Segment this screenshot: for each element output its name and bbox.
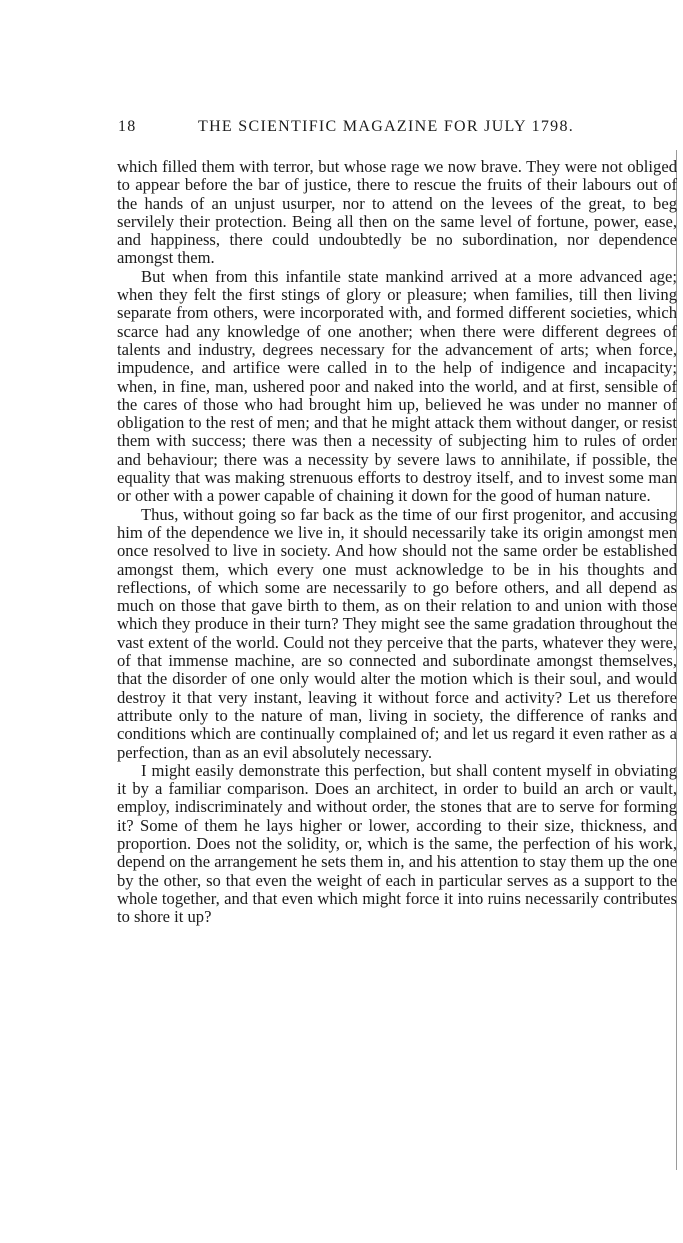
- paragraph-continuation: which filled them with terror, but whose rage we now brave. They were not obliged to appear before the bar of justice, there to rescue the fruits of their labours out of the hands of an unjust usurper, nor to attend on the levees of the great, to beg servilely their protection. Being all then on the same level of fortune, power, ease, and happiness, there could undoubtedly be no subordination, nor dependence amongst them.: [117, 157, 677, 268]
- page-number: 18: [118, 118, 137, 135]
- paragraph-infantile-state: But when from this infantile state mankind arrived at a more advanced age; when they felt the first stings of glory or pleasure; when families, till then living separate from others, were incorporated with, and formed different societies, which scarce had any knowledge of one another; when there were different degrees of talents and industry, degrees necessary for the advancement of arts; when force, impudence, and artifice were called in to the help of indigence and incapacity; when, in fine, man, ushered poor and naked into the world, and at first, sensible of the cares of those who had brought him up, believed he was under no manner of obligation to the rest of men; and that he might attack them without danger, or resist them with success; there was then a necessity of subjecting him to rules of order and behaviour; there was a necessity by severe laws to annihilate, if possible, the equality that was making strenuous efforts to destroy itself, and to invest some man or other with a power capable of chaining it down for the good of human nature.: [117, 266, 677, 506]
- running-title: THE SCIENTIFIC MAGAZINE FOR JULY 1798.: [198, 118, 575, 135]
- running-header: [118, 118, 638, 144]
- paragraph-progenitor: Thus, without going so far back as the time of our first progenitor, and accusing him of the dependence we live in, it should necessarily take its origin amongst men once resolved to live in society. And how should not the same order be established amongst them, which every one must acknowledge to be in his thoughts and reflections, of which some are necessarily to go before others, and all depend as much on those that gave birth to them, as on their relation to and union with those which they produce in their turn? They might see the same gradation throughout the vast extent of the world. Could not they perceive that the parts, whatever they were, of that immense machine, are so connected and subordinate amongst themselves, that the disorder of one only would alter the motion which is their soul, and would destroy it that very instant, leaving it without force and activity? Let us therefore attribute only to the nature of man, living in society, the difference of ranks and conditions which are continually complained of; and let us regard it even rather as a perfection, than as an evil absolutely necessary.: [117, 504, 677, 762]
- paragraph-architect-comparison: I might easily demonstrate this perfection, but shall content myself in obviating it by a familiar comparison. Does an architect, in order to build an arch or vault, employ, indiscriminately and without order, the stones that are to serve for forming it? Some of them he lays higher or lower, according to their size, thickness, and proportion. Does not the solidity, or, which is the same, the perfection of his work, depend on the arrangement he sets them in, and his attention to stay them up the one by the other, so that even the weight of each in particular serves as a support to the whole together, and that even which might force it into ruins necessarily contributes to shore it up?: [117, 760, 677, 927]
- article-body: [117, 158, 677, 926]
